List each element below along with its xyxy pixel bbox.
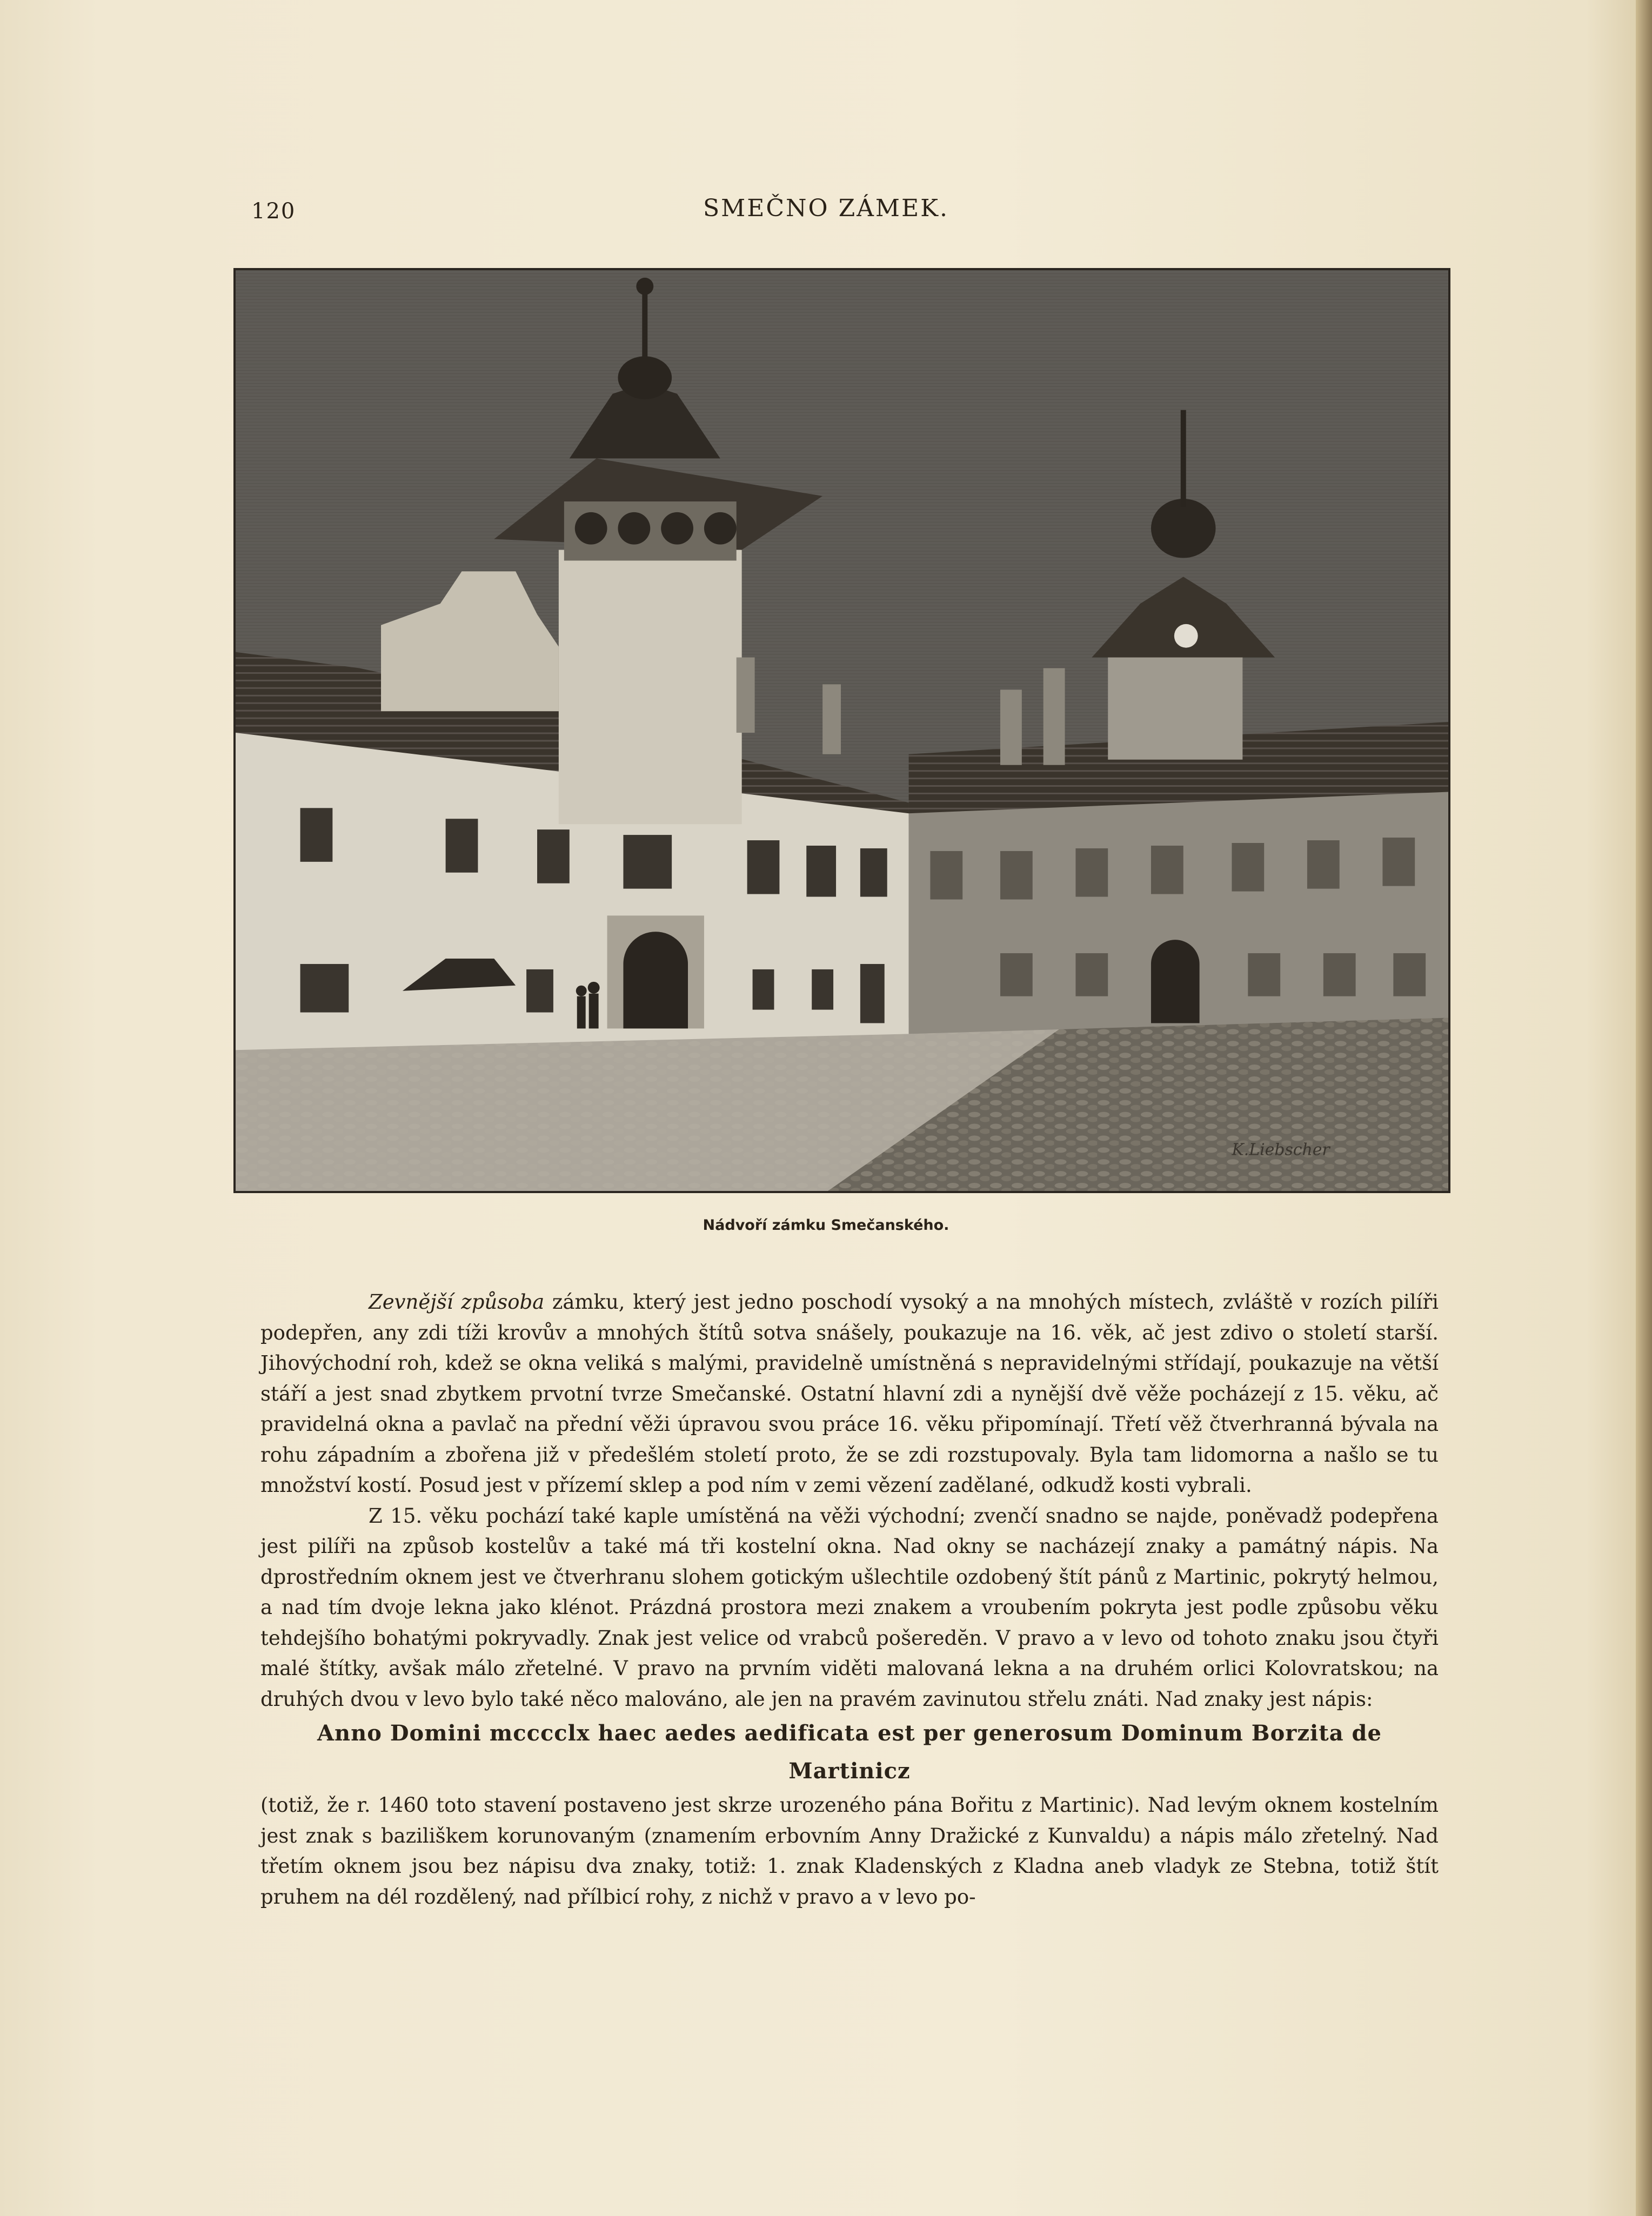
figure-caption: Nádvoří zámku Smečanského. (703, 1217, 949, 1234)
east-portal (1151, 940, 1200, 1023)
running-title: SMEČNO ZÁMEK. (703, 195, 949, 222)
paragraph-1 (260, 1287, 1439, 1501)
main-portal (623, 932, 688, 1028)
main-tower (559, 550, 742, 825)
engraving-illustration (236, 270, 1448, 1191)
clock-tower (1108, 647, 1242, 760)
page-number: 120 (251, 199, 296, 224)
latin-inscription: Anno Domini mcccclx haec aedes aedificata est per generosum Dominum Borzita de Martinicz (317, 1720, 1382, 1784)
page-edge (1636, 0, 1652, 2216)
body-text (260, 1287, 1439, 1912)
paragraph-3: (totiž, že r. 1460 toto stavení postaveno jest skrze urozeného pána Bořitu z Martinic). Nad levým oknem kostelním jest znak s baziliškem korunovaným (znamením erbovním Anny Dražické z Kunvaldu) a nápis málo zřetelný. Nad třetím oknem jsou bez nápisu dva znaky, totiž: 1. znak Kladenských z Kladna aneb vladyk ze Stebna, totiž štít pruhem na dél rozdělený, nad přílbicí rohy, z nichž v pravo a v levo po- (260, 1793, 1439, 1909)
paragraph-2: Z 15. věku pochází také kaple umístěná na věži východní; zvenčí snadno se najde, poněvadž podepřena jest pilíři na způsob kostelův a také má tři kostelní okna. Nad okny se nacházejí znaky a památný nápis. Na dprostředním oknem jest ve čtverhranu slohem gotickým ušlechtile ozdobený štít pánů z Martinic, pokrytý helmou, a nad tím dvoje lekna jako klénot. Prázdná prostora mezi znakem a vroubením pokryta jest podle způsobu věku tehdejšího bohatými pokryvadly. Znak jest velice od vrabců pošeredĕn. V pravo a v levo od tohoto znaku jsou čtyři malé štítky, avšak málo zřetelné. V pravo na prvním viděti malovaná lekna a na druhém orlici Kolovratskou; na druhých dvou v levo bylo také něco malováno, ale jen na pravém zavinutou střelu znáti. Nad znaky jest nápis: (260, 1504, 1439, 1711)
paragraph-1-text: zámku, který jest jedno poschodí vysoký a na mnohých místech, zvláště v rozích pilíři podepřen, any zdi tíži krovův a mnohých štítů sotva snášely, poukazuje na 16. věk, ač jest zdivo o století starší. Jihovýchodní roh, kdež se okna veliká s malými, pravidelně umístněná s nepravidelnými střídají, poukazuje na větší stáří a jest snad zbytkem prvotní tvrze Smečanské. Ostatní hlavní zdi a nynější dvě věže pocházejí z 15. věku, ač pravidelná okna a pavlač na přední věži úpravou svou práce 16. věku připomínají. Třetí věž čtverhranná bývala na rohu západním a zbořena již v předešlém století proto, že se zdi rozstupovaly. Byla tam lidomorna a našlo se tu množství kostí. Posud jest v přízemí sklep a pod ním v zemi vězení zadělané, odkudž kosti vybrali. (260, 1290, 1439, 1497)
courtyard-engraving (233, 268, 1450, 1193)
paragraph-1-italic: Zevnější způsoba (369, 1290, 545, 1314)
engraver-signature: K.Liebscher (1232, 1140, 1330, 1160)
